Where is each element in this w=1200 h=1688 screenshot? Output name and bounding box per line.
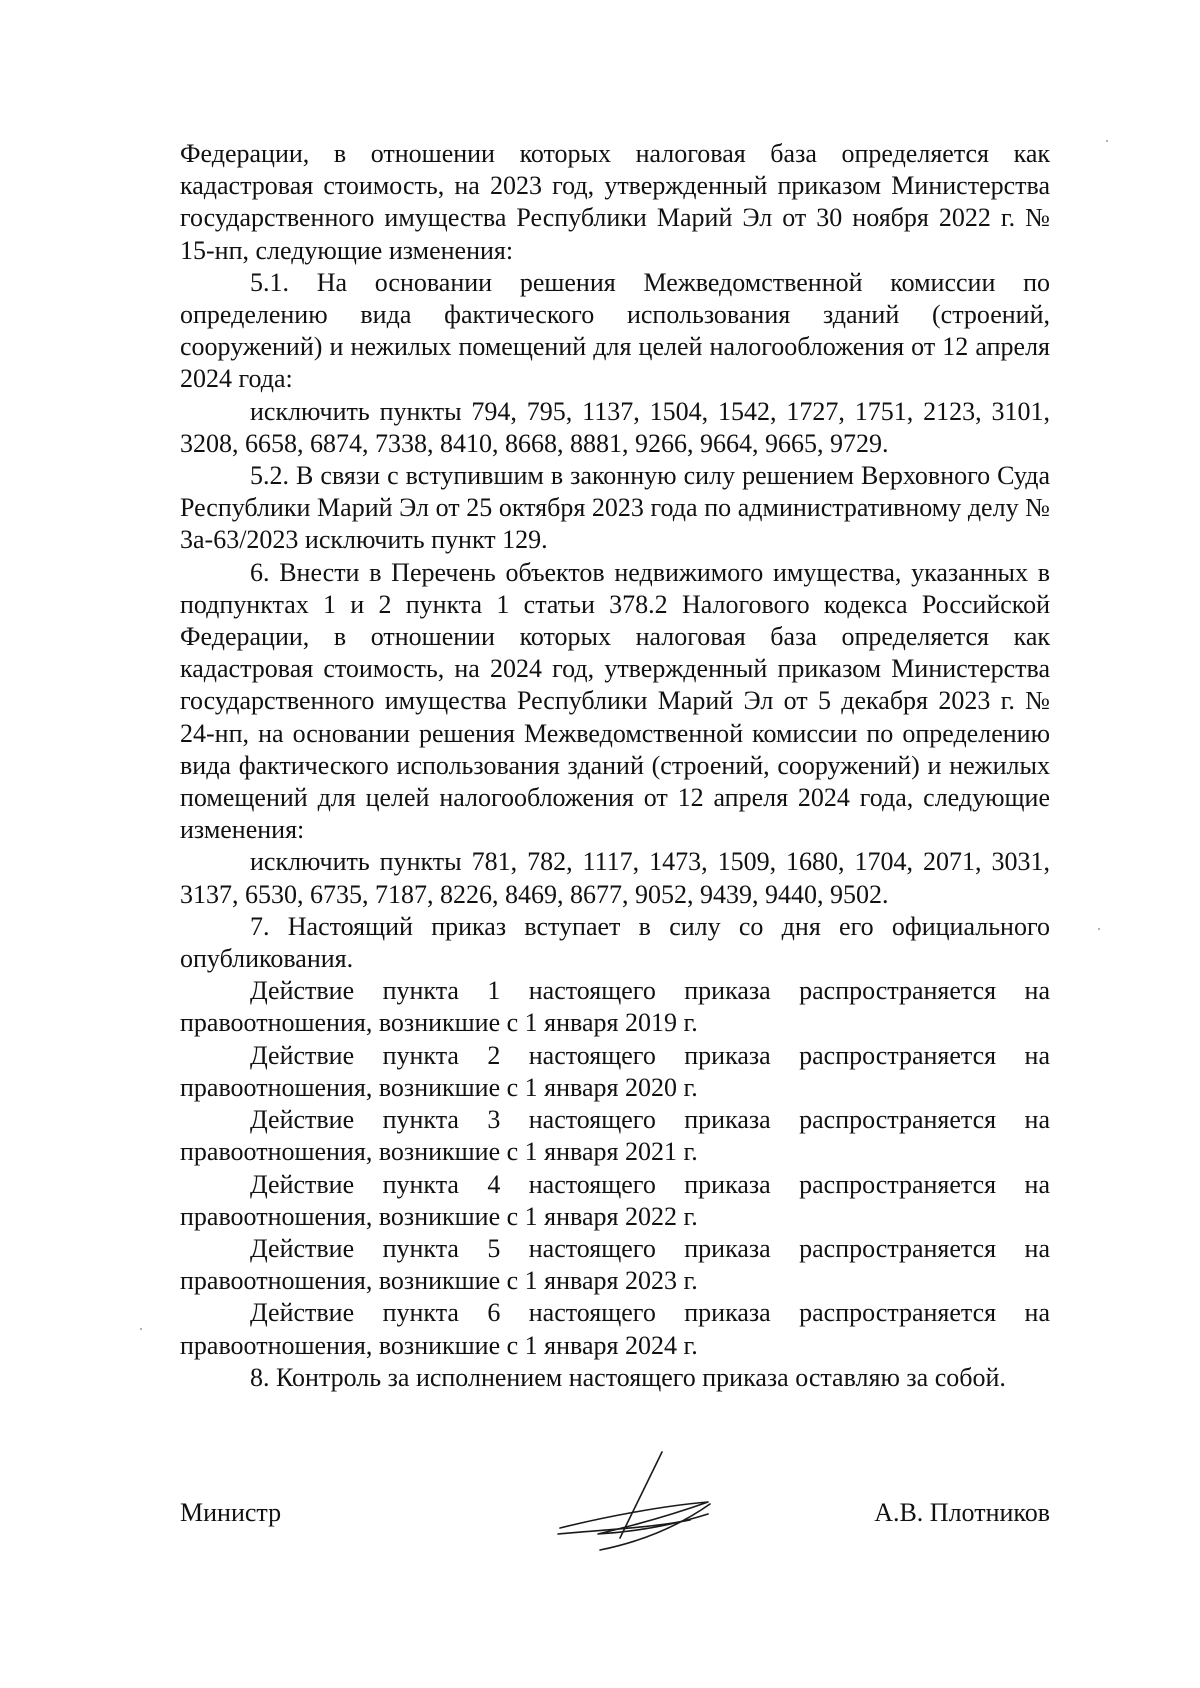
paragraph-effect-item-1: Действие пункта 1 настоящего приказа распространяется на правоотношения, возникшие с 1 января 2019 г. <box>180 976 1050 1038</box>
paragraph-effect-item-3: Действие пункта 3 настоящего приказа распространяется на правоотношения, возникшие с 1 января 2021 г. <box>180 1105 1050 1167</box>
handwritten-signature <box>540 1440 740 1580</box>
signature-block <box>180 1480 1050 1600</box>
paragraph-effect-item-6: Действие пункта 6 настоящего приказа распространяется на правоотношения, возникшие с 1 января 2024 г. <box>180 1298 1050 1360</box>
paragraph-5-1-exclusions: исключить пункты 794, 795, 1137, 1504, 1542, 1727, 1751, 2123, 3101, 3208, 6658, 6874, 7338, 8410, 8668, 8881, 9266, 9664, 9665, 9729. <box>180 396 1050 458</box>
paragraph-continuation: Федерации, в отношении которых налоговая база определяется как кадастровая стоимость, на 2023 год, утвержденный приказом Министерства государственного имущества Республики Марий Эл от 30 ноября 2022 г. № 15-нп, следующие изменения: <box>180 139 1050 265</box>
paragraph-effect-item-2: Действие пункта 2 настоящего приказа распространяется на правоотношения, возникшие с 1 января 2020 г. <box>180 1040 1050 1102</box>
signatory-name: А.В. Плотников <box>874 1498 1050 1527</box>
paragraph-effect-item-5: Действие пункта 5 настоящего приказа распространяется на правоотношения, возникшие с 1 января 2023 г. <box>180 1233 1050 1296</box>
scan-speck <box>1098 928 1100 930</box>
paragraph-6-exclusions: исключить пункты 781, 782, 1117, 1473, 1509, 1680, 1704, 2071, 3031, 3137, 6530, 6735, 7187, 8226, 8469, 8677, 9052, 9439, 9440, 9502. <box>180 847 1050 909</box>
paragraph-5-2: 5.2. В связи с вступившим в законную силу решением Верховного Суда Республики Марий Эл от 25 октября 2023 года по административному делу № 3а-63/2023 исключить пункт 129. <box>180 461 1050 555</box>
paragraph-8: 8. Контроль за исполнением настоящего приказа оставляю за собой. <box>250 1362 1006 1392</box>
paragraph-5-1: 5.1. На основании решения Межведомственной комиссии по определению вида фактического использования зданий (строений, сооружений) и нежилых помещений для целей налогообложения от 12 апреля 2024 года: <box>180 267 1050 394</box>
document-body <box>180 138 1050 1394</box>
paragraph-6: 6. Внести в Перечень объектов недвижимого имущества, указанных в подпунктах 1 и 2 пункта 1 статьи 378.2 Налогового кодекса Российской Федерации, в отношении которых налоговая база определяется как кадастровая стоимость, на 2024 год, утвержденный приказом Министерства государственного имущества Республики Марий Эл от 5 декабря 2023 г. № 24-нп, на основании решения Межведомственной комиссии по определению вида фактического использования зданий (строений, сооружений) и нежилых помещений для целей налогообложения от 12 апреля 2024 года, следующие изменения: <box>180 557 1050 845</box>
scan-speck <box>140 1328 142 1330</box>
paragraph-effect-item-4: Действие пункта 4 настоящего приказа распространяется на правоотношения, возникшие с 1 января 2022 г. <box>180 1169 1050 1231</box>
paragraph-7: 7. Настоящий приказ вступает в силу со дня его официального опубликования. <box>180 911 1050 974</box>
scan-speck <box>1106 140 1108 142</box>
signatory-title: Министр <box>180 1498 282 1527</box>
